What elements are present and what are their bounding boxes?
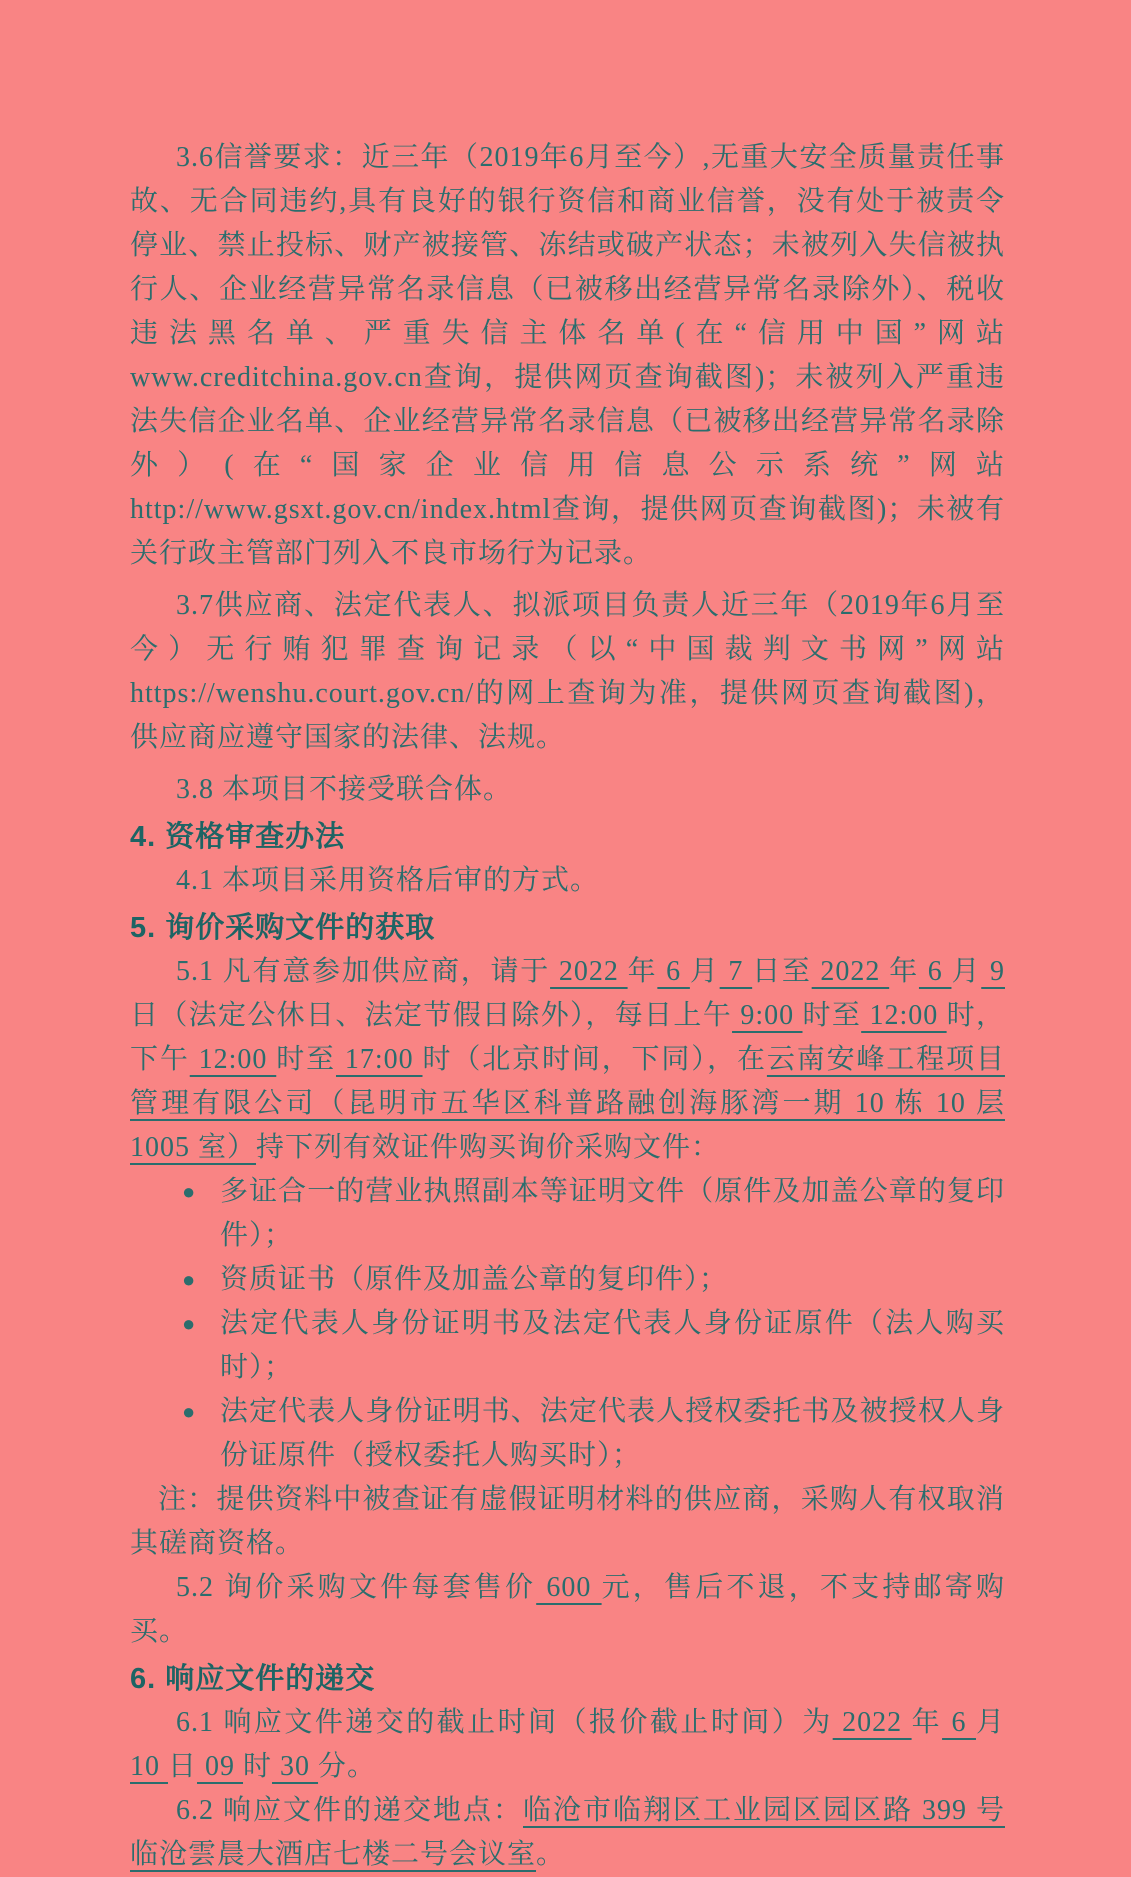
text-segment: 日至 xyxy=(752,956,812,987)
text-segment: 时至 xyxy=(276,1044,336,1075)
clause-5-1 xyxy=(130,950,1005,1170)
bullet-icon: ● xyxy=(182,1267,197,1292)
bullet-icon: ● xyxy=(182,1311,197,1336)
text-segment: 时至 xyxy=(802,1000,862,1031)
underlined-text: 2022 xyxy=(550,956,628,987)
underlined-text: 9 xyxy=(981,956,1005,987)
text-segment: 6. 响应文件的递交 xyxy=(130,1663,376,1695)
clause-3-6 xyxy=(130,136,1005,576)
clause-5-2 xyxy=(130,1566,1005,1654)
text-segment: 3.7供应商、法定代表人、拟派项目负责人近三年（2019年6月至今）无行贿犯罪查询记录（以“中国裁判文书网”网站https://wenshu.court.gov.cn/的网上查询为准，提供网页查询截图)，供应商应遵守国家的法律、法规。 xyxy=(130,590,1005,753)
underlined-text: 12:00 xyxy=(861,1000,947,1031)
text-segment: 法定代表人身份证明书、法定代表人授权委托书及被授权人身份证原件（授权委托人购买时）； xyxy=(220,1396,1005,1471)
text-segment: 多证合一的营业执照副本等证明文件（原件及加盖公章的复印件）； xyxy=(220,1176,1005,1251)
underlined-text: 600 xyxy=(536,1572,602,1603)
bullet-icon: ● xyxy=(182,1179,197,1204)
text-segment: 5. 询价采购文件的获取 xyxy=(130,912,436,944)
note-line xyxy=(130,1478,1005,1566)
text-segment: 年 xyxy=(911,1707,943,1738)
text-segment: 元，售后不退，不支持邮寄购买。 xyxy=(130,1572,1005,1647)
text-segment: 3.6信誉要求：近三年（2019年6月至今）,无重大安全质量责任事故、无合同违约,具有良好的银行资信和商业信誉，没有处于被责令停业、禁止投标、财产被接管、冻结或破产状态；未被列入失信被执行人、企业经营异常名录信息（已被移出经营异常名录除外）、税收违法黑名单、严重失信主体名单(在“信用中国”网站www.creditchina.gov.cn查询，提供网页查询截图)；未被列入严重违法失信企业名单、企业经营异常名录信息（已被移出经营异常名录除外）(在“国家企业信用信息公示系统”网站http://www.gsxt.gov.cn/index.html查询，提供网页查询截图)；未被有关行政主管部门列入不良市场行为记录。 xyxy=(130,142,1005,569)
underlined-text: 云南安峰工程项目管理有限公司（昆明市五华区科普路融创海豚湾一期 10 栋 10 层 1005 室） xyxy=(130,1044,1005,1163)
underlined-text: 7 xyxy=(719,956,753,987)
section-5-heading xyxy=(130,906,1005,950)
underlined-text: 10 xyxy=(130,1751,168,1782)
underlined-text: 6 xyxy=(942,1707,976,1738)
clause-6-2 xyxy=(130,1789,1005,1877)
text-segment: 日 xyxy=(168,1751,198,1782)
section-6-heading xyxy=(130,1657,1005,1701)
section-4-heading xyxy=(130,815,1005,859)
text-segment: 4. 资格审查办法 xyxy=(130,821,346,853)
underlined-text: 12:00 xyxy=(189,1044,277,1075)
clause-3-7 xyxy=(130,584,1005,760)
text-segment: 时，下午 xyxy=(130,1000,1005,1075)
text-segment: 法定代表人身份证明书及法定代表人身份证原件（法人购买时）； xyxy=(220,1308,1005,1383)
text-segment: 分。 xyxy=(318,1751,377,1782)
text-segment: 月 xyxy=(951,956,982,987)
clause-6-1 xyxy=(130,1701,1005,1789)
text-segment: 资质证书（原件及加盖公章的复印件）； xyxy=(220,1264,729,1295)
underlined-text: 9:00 xyxy=(732,1000,803,1031)
text-segment: 日（法定公休日、法定节假日除外），每日上午 xyxy=(130,1000,733,1031)
underlined-text: 2022 xyxy=(832,1707,912,1738)
underlined-text: 30 xyxy=(272,1751,319,1782)
bullet-item-legal-representative-id xyxy=(130,1302,1005,1390)
text-segment: 时 xyxy=(243,1751,273,1782)
clause-3-8 xyxy=(130,768,1005,812)
bullet-item-business-license xyxy=(130,1170,1005,1258)
underlined-text: 临沧市临翔区工业园区园区路 399 号临沧雲晨大酒店七楼二号会议室 xyxy=(130,1795,1005,1870)
text-segment: 4.1 本项目采用资格后审的方式。 xyxy=(176,865,600,896)
bullet-item-qualification-certificate xyxy=(130,1258,1005,1302)
text-segment: 年 xyxy=(889,956,919,987)
text-segment: 5.2 询价采购文件每套售价 xyxy=(176,1572,537,1603)
text-segment: 6.1 响应文件递交的截止时间（报价截止时间）为 xyxy=(176,1707,833,1738)
text-segment: 6.2 响应文件的递交地点： xyxy=(176,1795,523,1826)
document-body xyxy=(130,136,1005,1877)
underlined-text: 6 xyxy=(657,956,690,987)
text-segment: 3.8 本项目不接受联合体。 xyxy=(176,774,513,805)
clause-4-1 xyxy=(130,859,1005,903)
text-segment: 月 xyxy=(975,1707,1005,1738)
text-segment: 持下列有效证件购买询价采购文件： xyxy=(256,1132,721,1163)
underlined-text: 2022 xyxy=(811,956,890,987)
text-segment: 年 xyxy=(627,956,658,987)
bullet-item-authorized-agent-id xyxy=(130,1390,1005,1478)
text-segment: 月 xyxy=(689,956,720,987)
text-segment: 5.1 凡有意参加供应商，请于 xyxy=(176,956,551,987)
text-segment: 时（北京时间，下同），在 xyxy=(422,1044,767,1075)
bullet-icon: ● xyxy=(182,1399,197,1424)
underlined-text: 17:00 xyxy=(335,1044,423,1075)
text-segment: 。 xyxy=(536,1839,566,1870)
underlined-text: 6 xyxy=(918,956,952,987)
underlined-text: 09 xyxy=(197,1751,244,1782)
text-segment: 注：提供资料中被查证有虚假证明材料的供应商，采购人有权取消其磋商资格。 xyxy=(130,1484,1005,1559)
